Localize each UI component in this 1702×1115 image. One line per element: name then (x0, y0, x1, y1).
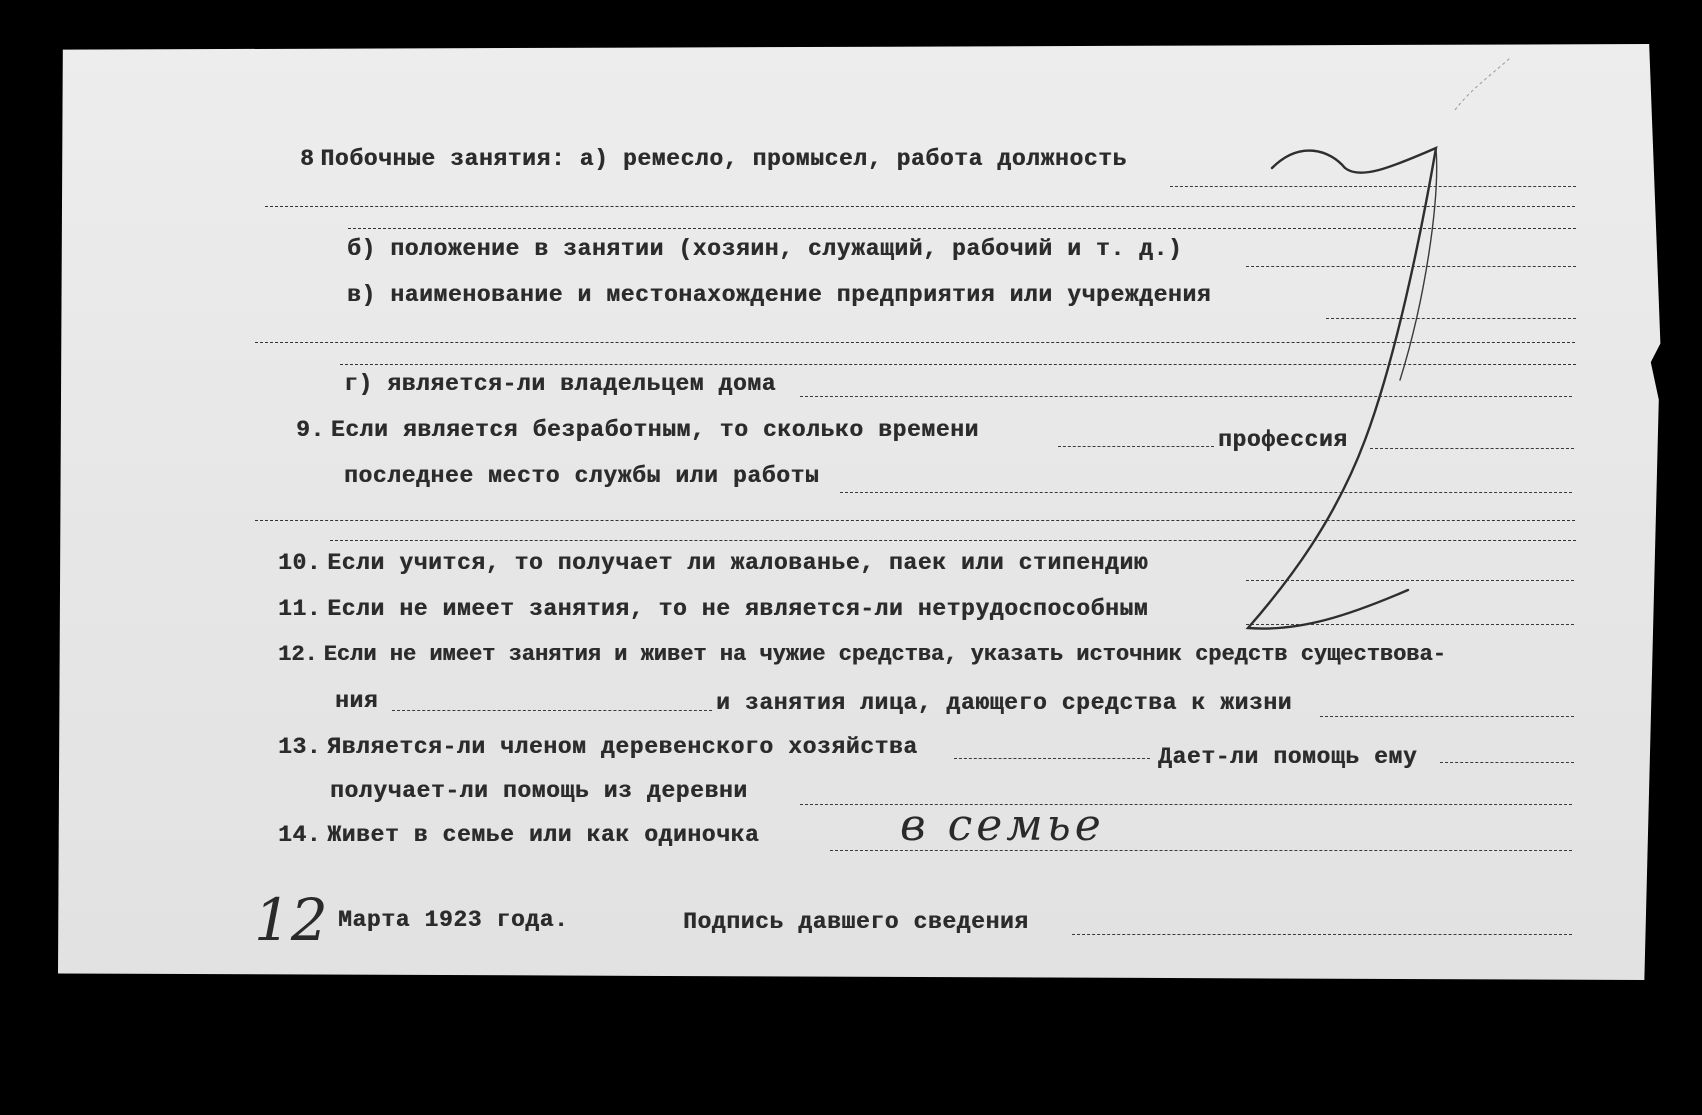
q13-label: Является-ли членом деревенского хозяйства (327, 734, 918, 760)
q8-g-label: г) является-ли владельцем дома (344, 371, 777, 397)
q8-v-label: в) наименование и местонахождение предприятия или учреждения (347, 282, 1212, 308)
q12-number: 12. (278, 642, 318, 667)
q12-cont-b-label: и занятия лица, дающего средства к жизни (716, 690, 1293, 716)
date-day-handwritten: 12 (254, 886, 328, 954)
q13-receive-label: получает-ли помощь из деревни (330, 778, 748, 804)
date-label: Марта 1923 года. (338, 907, 569, 933)
q14-number: 14. (278, 822, 322, 848)
q12-cont-a-label: ния (335, 688, 379, 714)
q11-number: 11. (278, 596, 322, 622)
q13-number: 13. (278, 734, 322, 760)
q11-label: Если не имеет занятия, то не является-ли нетрудоспособным (327, 596, 1149, 622)
q8-number: 8 (300, 146, 315, 172)
q8-a-label: Побочные занятия: а) ремесло, промысел, работа должность (320, 146, 1127, 172)
q9-label: Если является безработным, то сколько времени (330, 417, 979, 443)
q14-label: Живет в семье или как одиночка (327, 822, 760, 848)
q9-profession-label: профессия (1218, 427, 1348, 453)
q13-help-label: Дает-ли помощь ему (1158, 744, 1418, 770)
q10-label: Если учится, то получает ли жалованье, паек или стипендию (327, 550, 1149, 576)
signature-label: Подпись давшего сведения (683, 909, 1029, 935)
q9-number: 9. (296, 417, 325, 443)
q9-last-label: последнее место службы или работы (344, 463, 820, 489)
q8-b-label: б) положение в занятии (хозяин, служащий, рабочий и т. д.) (347, 236, 1183, 262)
q10-number: 10. (278, 550, 322, 576)
q14-handwritten-answer: в семье (900, 800, 1105, 851)
q12-label: Если не имеет занятия и живет на чужие средства, указать источник средств существова- (323, 642, 1446, 667)
